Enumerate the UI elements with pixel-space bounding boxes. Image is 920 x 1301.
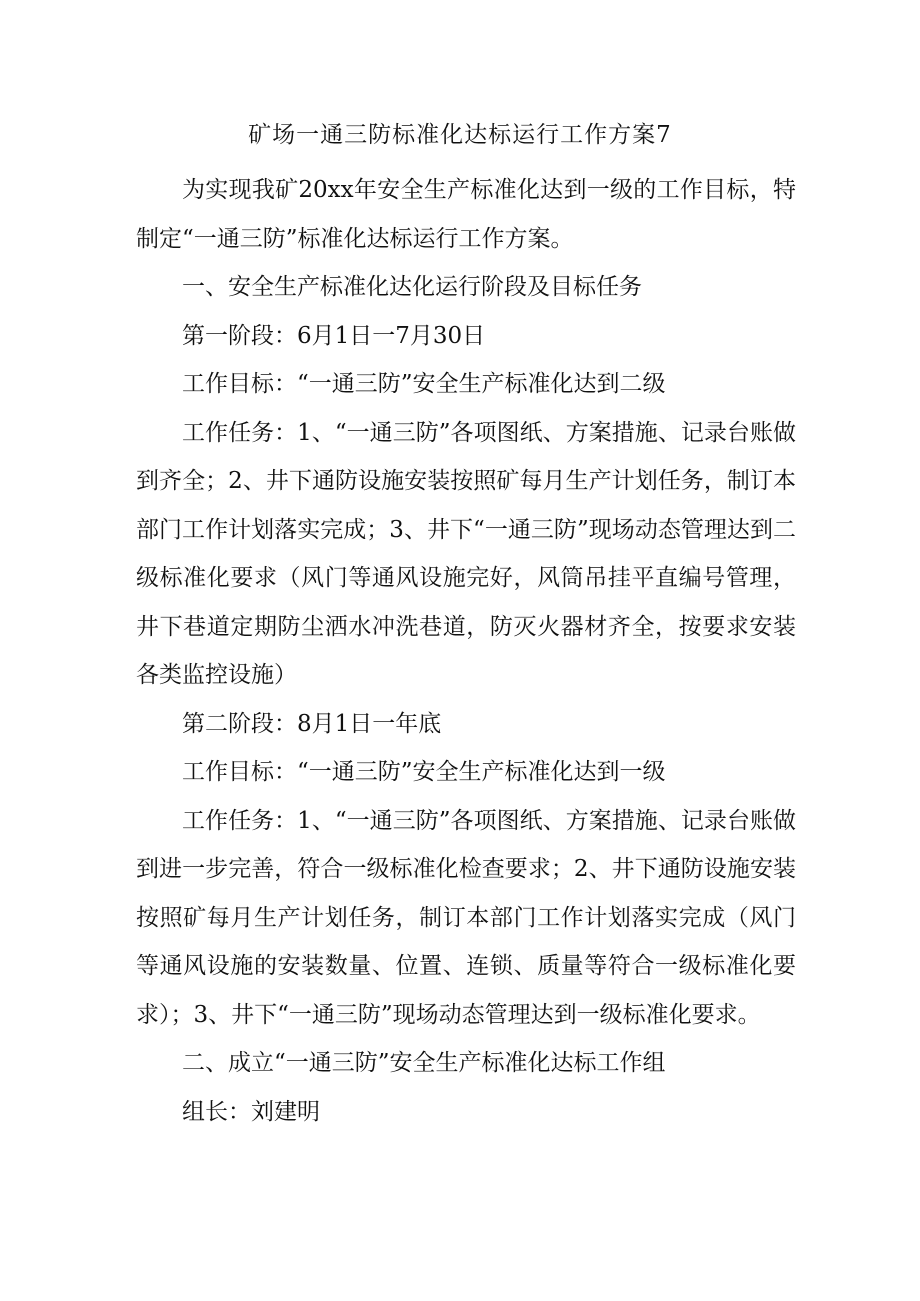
- phase-2-goal: 工作目标：“一通三防”安全生产标准化达到一级: [182, 759, 666, 785]
- phase-1-heading: 第一阶段：6月1日一7月30日: [182, 322, 486, 349]
- team-leader: 组长：刘建明: [182, 1098, 320, 1125]
- phase-1-goal: 工作目标：“一通三防”安全生产标准化达到二级: [182, 371, 666, 397]
- document-body: [136, 166, 796, 1136]
- section-heading-1: 一、安全生产标准化达化运行阶段及目标任务: [182, 274, 642, 300]
- phase-2-heading: 第二阶段：8月1日一年底: [182, 710, 442, 737]
- intro-paragraph: 为实现我矿20xx年安全生产标准化达到一级的工作目标，特制定“一通三防”标准化达标运行工作方案。: [136, 177, 796, 252]
- phase-1-tasks: 工作任务：1、“一通三防”各项图纸、方案措施、记录台账做到齐全；2、井下通防设施安装按照矿每月生产计划任务，制订本部门工作计划落实完成；3、井下“一通三防”现场动态管理达到二级标准化要求（风门等通风设施完好，风筒吊挂平直编号管理，井下巷道定期防尘洒水冲洗巷道，防灭火器材齐全，按要求安装各类监控设施）: [136, 419, 796, 688]
- section-heading-2: 二、成立“一通三防”安全生产标准化达标工作组: [182, 1050, 666, 1076]
- document-title: 矿场一通三防标准化达标运行工作方案7: [248, 122, 672, 148]
- phase-2-tasks: 工作任务：1、“一通三防”各项图纸、方案措施、记录台账做到进一步完善，符合一级标准化检查要求；2、井下通防设施安装按照矿每月生产计划任务，制订本部门工作计划落实完成（风门等通风设施的安装数量、位置、连锁、质量等符合一级标准化要求）；3、井下“一通三防”现场动态管理达到一级标准化要求。: [136, 807, 796, 1028]
